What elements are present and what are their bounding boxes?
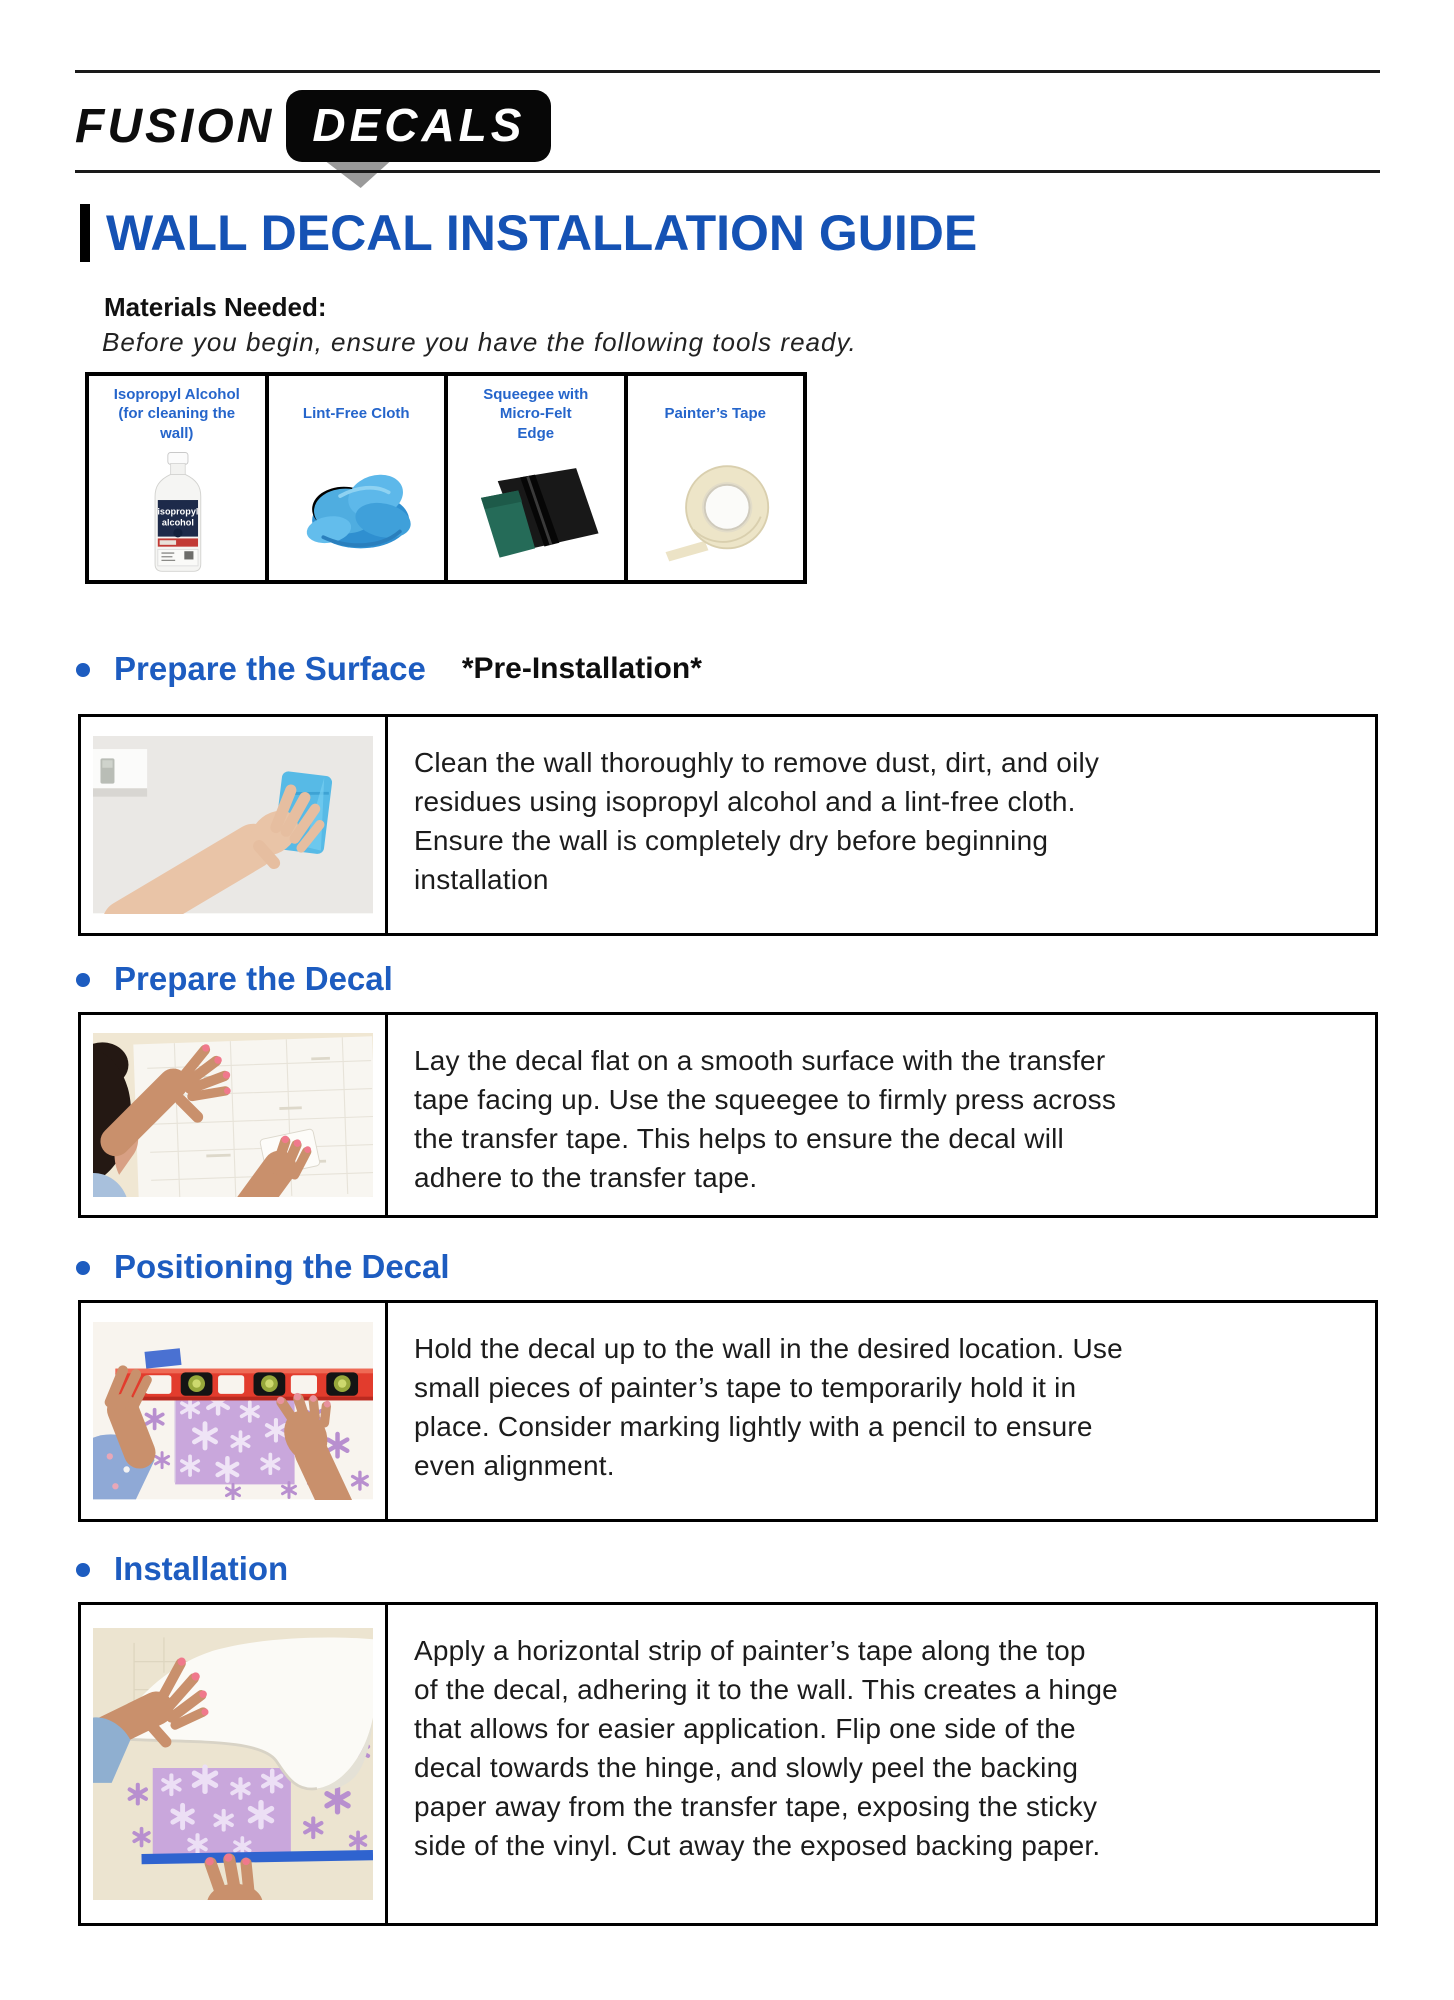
bullet-icon (76, 1261, 90, 1275)
section-heading-prepare-surface (76, 650, 702, 688)
section-title: Prepare the Decal (114, 960, 393, 997)
level-positioning-photo (81, 1303, 388, 1519)
logo-badge-group (286, 90, 551, 162)
pre-installation-note: *Pre-Installation* (461, 652, 702, 685)
material-label: Squeegee with Micro-Felt Edge (483, 385, 589, 442)
material-item-cloth (269, 376, 449, 580)
material-item-squeegee (448, 376, 628, 580)
wall-cleaning-photo (81, 717, 388, 933)
fusion-decals-logo (75, 80, 551, 172)
step-description: Lay the decal flat on a smooth surface with the transfer tape facing up. Use the squeegee to firmly press across the transfer tape. This helps to ensure the decal will adhere to the transfer tape. (414, 1045, 1117, 1193)
material-label: Lint-Free Cloth (302, 405, 410, 423)
step-row-installation (78, 1602, 1378, 1926)
materials-heading: Materials Needed: (104, 292, 327, 322)
header-divider (75, 170, 1380, 173)
squeegee-decal-photo (81, 1015, 388, 1215)
section-title: Installation (114, 1550, 289, 1587)
section-title: Prepare the Surface (114, 650, 426, 687)
step-description: Apply a horizontal strip of painter’s tape along the top of the decal, adhering it to the wall. This creates a hinge that allows for easier application. Flip one side of the decal towards the hinge, and slowly peel the backing paper away from the transfer tape, exposing the sticky side of the vinyl. Cut away the exposed backing paper. (414, 1635, 1118, 1861)
blue-cloth-icon (273, 446, 441, 576)
step-row-prepare-surface (78, 714, 1378, 936)
logo-fusion-text: FUSION (75, 99, 275, 153)
peel-backing-photo (81, 1605, 388, 1923)
top-divider (75, 70, 1380, 73)
material-label: Isopropyl Alcohol (for cleaning the wall) (113, 385, 240, 442)
section-title: Positioning the Decal (114, 1248, 450, 1285)
page-title: WALL DECAL INSTALLATION GUIDE (80, 204, 977, 262)
bullet-icon (76, 1563, 90, 1577)
bottle-label-line2: alcohol (161, 517, 194, 528)
tape-roll-icon (632, 446, 800, 576)
material-item-tape (628, 376, 804, 580)
squeegee-icon (452, 446, 620, 576)
step-description: Clean the wall thoroughly to remove dust, dirt, and oily residues using isopropyl alcohol and a lint-free cloth. Ensure the wall is completely dry before beginning installation (414, 747, 1100, 895)
material-item-alcohol (89, 376, 269, 580)
materials-table (85, 372, 807, 584)
logo-decals-badge (286, 90, 551, 162)
step-row-positioning-decal (78, 1300, 1378, 1522)
logo-decals-text: DECALS (312, 99, 526, 151)
materials-subtitle: Before you begin, ensure you have the following tools ready. (102, 327, 857, 357)
bottle-label-line1: isopropyl (157, 506, 199, 517)
step-description: Hold the decal up to the wall in the desired location. Use small pieces of painter’s tape to temporarily hold it in place. Consider marking lightly with a pencil to ensure even alignment. (414, 1333, 1123, 1481)
section-heading-positioning-decal (76, 1248, 450, 1286)
section-heading-installation (76, 1550, 288, 1588)
bullet-icon (76, 663, 90, 677)
section-heading-prepare-decal (76, 960, 393, 998)
step-row-prepare-decal (78, 1012, 1378, 1218)
bullet-icon (76, 973, 90, 987)
alcohol-bottle-icon (93, 446, 261, 576)
material-label: Painter’s Tape (664, 405, 766, 423)
